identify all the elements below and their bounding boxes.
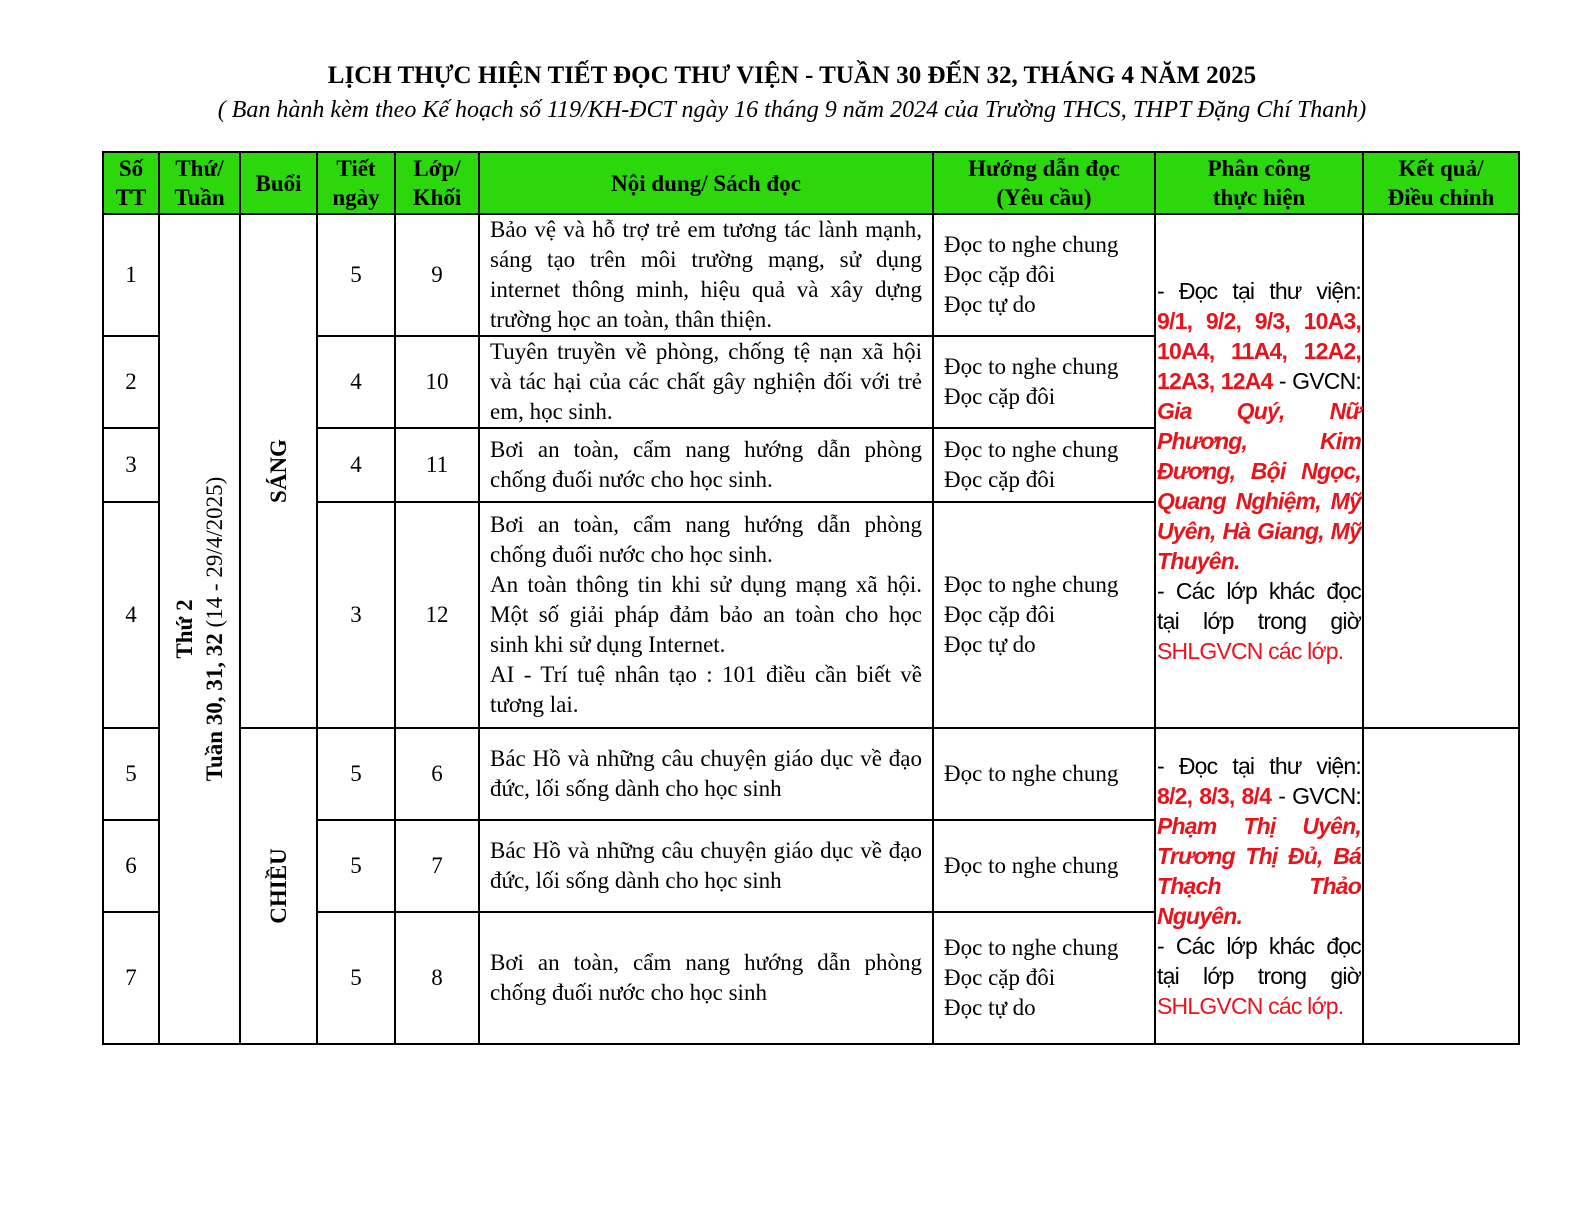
row-content: Bác Hồ và những câu chuyện giáo dục về đạo đức, lối sống dành cho học sinh xyxy=(479,728,933,820)
row-content: Tuyên truyền về phòng, chống tệ nạn xã hội và tác hại của các chất gây nghiện đối với trẻ em, học sinh. xyxy=(479,336,933,428)
header-phan-cong: Phân công thực hiện xyxy=(1155,152,1363,214)
row-stt: 6 xyxy=(103,820,159,912)
week-cell xyxy=(159,214,240,1044)
header-huong-dan: Hướng dẫn đọc (Yêu cầu) xyxy=(933,152,1155,214)
assignment-afternoon: - Đọc tại thư viện: 8/2, 8/3, 8/4 - GVCN: Phạm Thị Uyên, Trương Thị Đủ, Bá Thạch Thảo Nguyên. - Các lớp khác đọc tại lớp trong giờ SHLGVCN các lớp. xyxy=(1155,728,1363,1044)
row-stt: 5 xyxy=(103,728,159,820)
row-lop: 6 xyxy=(395,728,479,820)
header-stt: Số TT xyxy=(103,152,159,214)
result-morning xyxy=(1363,214,1519,728)
row-guide: Đọc to nghe chung Đọc cặp đôi Đọc tự do xyxy=(933,214,1155,336)
table-row xyxy=(103,728,1519,820)
row-lop: 10 xyxy=(395,336,479,428)
table-row xyxy=(103,214,1519,336)
session-afternoon: CHIỀU xyxy=(240,728,317,1044)
row-guide: Đọc to nghe chung xyxy=(933,728,1155,820)
row-stt: 3 xyxy=(103,428,159,502)
row-guide: Đọc to nghe chung xyxy=(933,820,1155,912)
header-noi-dung: Nội dung/ Sách đọc xyxy=(479,152,933,214)
header-tiet: Tiết ngày xyxy=(317,152,395,214)
page-subtitle: ( Ban hành kèm theo Kế hoạch số 119/KH-ĐCT ngày 16 tháng 9 năm 2024 của Trường THCS, THPT Đặng Chí Thanh) xyxy=(217,97,1367,123)
header-ket-qua: Kết quả/ Điều chỉnh xyxy=(1363,152,1519,214)
row-tiet: 5 xyxy=(317,820,395,912)
row-guide: Đọc to nghe chung Đọc cặp đôi xyxy=(933,336,1155,428)
assignment-morning: - Đọc tại thư viện: 9/1, 9/2, 9/3, 10A3, 10A4, 11A4, 12A2, 12A3, 12A4 - GVCN: Gia Quý, Nữ Phương, Kim Đương, Bội Ngọc, Quang Nghiệm, Mỹ Uyên, Hà Giang, Mỹ Thuyên. - Các lớp khác đọc tại lớp trong giờ SHLGVCN các lớp. xyxy=(1155,214,1363,728)
session-morning: SÁNG xyxy=(240,214,317,728)
week-label: Thứ 2 Tuần 30, 31, 32 (14 - 29/4/2025) xyxy=(171,476,227,782)
row-tiet: 3 xyxy=(317,502,395,728)
row-guide: Đọc to nghe chung Đọc cặp đôi Đọc tự do xyxy=(933,912,1155,1044)
row-stt: 2 xyxy=(103,336,159,428)
row-tiet: 4 xyxy=(317,336,395,428)
row-lop: 7 xyxy=(395,820,479,912)
row-guide: Đọc to nghe chung Đọc cặp đôi xyxy=(933,428,1155,502)
schedule-table xyxy=(102,151,1520,1045)
header-lop: Lớp/ Khối xyxy=(395,152,479,214)
row-tiet: 5 xyxy=(317,912,395,1044)
row-lop: 12 xyxy=(395,502,479,728)
row-content: Bơi an toàn, cẩm nang hướng dẫn phòng chống đuối nước cho học sinh. xyxy=(479,428,933,502)
header-thu-tuan: Thứ/ Tuần xyxy=(159,152,240,214)
row-tiet: 5 xyxy=(317,728,395,820)
result-afternoon xyxy=(1363,728,1519,1044)
row-content: Bác Hồ và những câu chuyện giáo dục về đạo đức, lối sống dành cho học sinh xyxy=(479,820,933,912)
row-tiet: 4 xyxy=(317,428,395,502)
row-content: Bơi an toàn, cẩm nang hướng dẫn phòng chống đuối nước cho học sinh. An toàn thông tin khi sử dụng mạng xã hội. Một số giải pháp đảm bảo an toàn cho học sinh khi sử dụng Internet. AI - Trí tuệ nhân tạo : 101 điều cần biết về tương lai. xyxy=(479,502,933,728)
row-stt: 7 xyxy=(103,912,159,1044)
row-lop: 11 xyxy=(395,428,479,502)
row-content: Bảo vệ và hỗ trợ trẻ em tương tác lành mạnh, sáng tạo trên môi trường mạng, sử dụng internet thông minh, hiệu quả và xây dựng trường học an toàn, thân thiện. xyxy=(479,214,933,336)
row-guide: Đọc to nghe chung Đọc cặp đôi Đọc tự do xyxy=(933,502,1155,728)
page-title: LỊCH THỰC HIỆN TIẾT ĐỌC THƯ VIỆN - TUẦN 30 ĐẾN 32, THÁNG 4 NĂM 2025 xyxy=(327,62,1257,89)
row-content: Bơi an toàn, cẩm nang hướng dẫn phòng chống đuối nước cho học sinh xyxy=(479,912,933,1044)
header-buoi: Buổi xyxy=(240,152,317,214)
header-row xyxy=(103,152,1519,214)
row-stt: 4 xyxy=(103,502,159,728)
row-tiet: 5 xyxy=(317,214,395,336)
row-lop: 9 xyxy=(395,214,479,336)
row-stt: 1 xyxy=(103,214,159,336)
row-lop: 8 xyxy=(395,912,479,1044)
